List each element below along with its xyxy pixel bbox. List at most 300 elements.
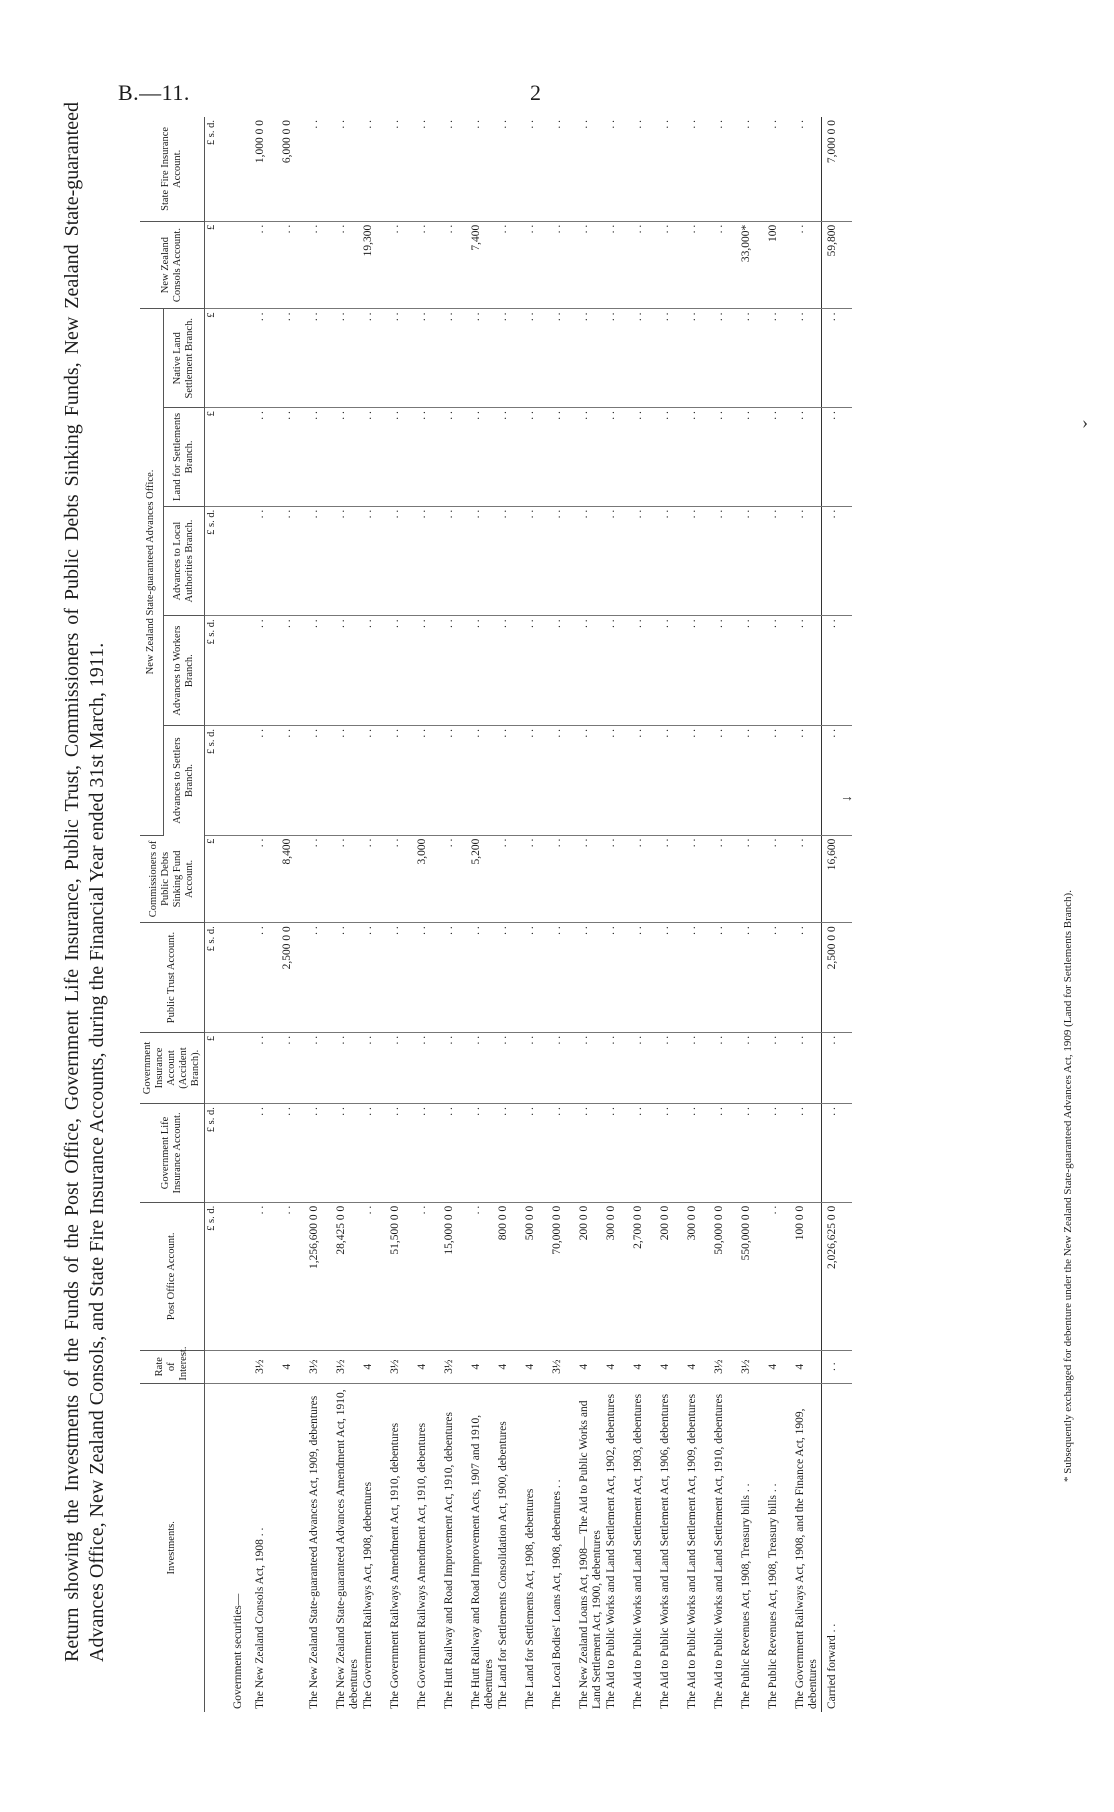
document-title: Return showing the Investments of the Funds of the Post Office, Government Life Insurance, Public Trust, Commissioners of Public Debts Sinking Funds, New Zealand State-guaranteed Advances Office, New Zealand Consols, and State Fire Insurance Accounts, during the Financial Year ended 31st March, 1911. <box>61 102 108 1662</box>
amount-cell: . . <box>308 408 335 507</box>
section-label: Government securities— <box>232 1593 244 1709</box>
amount-cell: . . <box>497 309 524 408</box>
amount-cell: . . <box>632 408 659 507</box>
amount-cell: . . <box>416 117 443 221</box>
table-row <box>578 117 605 1712</box>
unit-cell: £ s. d. <box>205 616 233 726</box>
col-gov-life: Government Life Insurance Account. <box>140 1104 205 1203</box>
amount-cell: . . <box>524 408 551 507</box>
amount-cell: . . <box>416 408 443 507</box>
amount-cell: . . <box>470 616 497 726</box>
amount-cell: . . <box>497 117 524 221</box>
rate-cell: 4 <box>416 1350 443 1383</box>
amount-cell: . . <box>281 1202 308 1350</box>
amount-cell: 7,400 <box>470 221 497 309</box>
investment-name: The Hutt Railway and Road Improvement Acts, 1907 and 1910, debentures <box>470 1414 495 1709</box>
amount-cell: . . <box>443 1032 470 1103</box>
amount-cell: 19,300 <box>362 221 389 309</box>
rate-cell: 3½ <box>713 1350 740 1383</box>
amount-cell: . . <box>794 117 822 221</box>
amount-cell: . . <box>470 923 497 1033</box>
unit-cell: £ <box>205 408 233 507</box>
amount-cell: 15,000 0 0 <box>443 1202 470 1350</box>
amount-cell: . . <box>767 923 794 1033</box>
amount-cell: . . <box>794 835 822 923</box>
unit-cell: £ <box>205 1032 233 1103</box>
amount-cell: . . <box>822 1104 853 1203</box>
amount-cell: 500 0 0 <box>524 1202 551 1350</box>
amount-cell: . . <box>551 221 578 309</box>
amount-cell: . . <box>686 1032 713 1103</box>
amount-cell: . . <box>335 923 362 1033</box>
col-advances-workers: Advances to Workers Branch. <box>163 616 204 726</box>
table-row <box>281 117 308 1712</box>
amount-cell: . . <box>632 221 659 309</box>
amount-cell: . . <box>308 835 335 923</box>
amount-cell: . . <box>470 309 497 408</box>
amount-cell: 8,400 <box>281 835 308 923</box>
amount-cell: . . <box>740 1032 767 1103</box>
amount-cell: . . <box>497 725 524 835</box>
amount-cell: . . <box>686 221 713 309</box>
amount-cell: . . <box>767 117 794 221</box>
amount-cell: . . <box>551 408 578 507</box>
amount-cell: . . <box>524 309 551 408</box>
rate-cell: 4 <box>794 1350 822 1383</box>
amount-cell: . . <box>686 616 713 726</box>
amount-cell: . . <box>254 506 281 616</box>
amount-cell: . . <box>524 725 551 835</box>
amount-cell: . . <box>659 408 686 507</box>
investment-name: The Land for Settlements Consolidation Act, 1900, debentures <box>497 1421 509 1709</box>
amount-cell: . . <box>416 506 443 616</box>
investment-name: The Government Railways Act, 1908, debentures <box>362 1481 374 1709</box>
amount-cell: . . <box>335 506 362 616</box>
amount-cell: . . <box>524 1104 551 1203</box>
table-row <box>362 117 389 1712</box>
amount-cell: . . <box>632 725 659 835</box>
rate-cell: 3½ <box>389 1350 416 1383</box>
unit-cell: £ s. d. <box>205 117 233 221</box>
amount-cell: . . <box>443 309 470 408</box>
amount-cell: 16,600 <box>822 835 853 923</box>
amount-cell: . . <box>605 923 632 1033</box>
amount-cell: . . <box>605 309 632 408</box>
rate-cell: 3½ <box>740 1350 767 1383</box>
amount-cell: . . <box>254 221 281 309</box>
amount-cell: . . <box>281 221 308 309</box>
col-gov-accident: Government Insurance Account (Accident Branch). <box>140 1032 205 1103</box>
amount-cell: . . <box>740 616 767 726</box>
amount-cell: . . <box>443 221 470 309</box>
amount-cell: . . <box>335 616 362 726</box>
amount-cell: . . <box>362 616 389 726</box>
amount-cell: . . <box>416 1202 443 1350</box>
amount-cell: . . <box>713 1104 740 1203</box>
amount-cell: . . <box>767 835 794 923</box>
amount-cell: . . <box>524 117 551 221</box>
amount-cell: . . <box>794 616 822 726</box>
investment-name: The Government Railways Amendment Act, 1910, debentures <box>389 1422 401 1709</box>
amount-cell: . . <box>254 1202 281 1350</box>
amount-cell: . . <box>822 309 853 408</box>
amount-cell: . . <box>443 408 470 507</box>
amount-cell: . . <box>416 309 443 408</box>
amount-cell: . . <box>713 1032 740 1103</box>
amount-cell: . . <box>686 506 713 616</box>
rate-cell: 4 <box>767 1350 794 1383</box>
amount-cell: . . <box>578 221 605 309</box>
investment-name: The Government Railways Amendment Act, 1910, debentures <box>416 1422 428 1709</box>
rate-cell: 4 <box>632 1350 659 1383</box>
amount-cell: . . <box>308 117 335 221</box>
amount-cell: . . <box>281 1104 308 1203</box>
investments-table <box>140 117 852 1712</box>
investment-name: Carried forward . . <box>822 1383 853 1712</box>
amount-cell: . . <box>524 221 551 309</box>
amount-cell: . . <box>524 1032 551 1103</box>
amount-cell: . . <box>362 1104 389 1203</box>
amount-cell: . . <box>470 408 497 507</box>
amount-cell: . . <box>767 506 794 616</box>
unit-cell: £ <box>205 221 233 309</box>
amount-cell: . . <box>740 117 767 221</box>
amount-cell: . . <box>308 506 335 616</box>
amount-cell: . . <box>308 616 335 726</box>
amount-cell: . . <box>605 1104 632 1203</box>
amount-cell: . . <box>524 616 551 726</box>
amount-cell: . . <box>335 117 362 221</box>
investment-name: The Aid to Public Works and Land Settlement Act, 1909, debentures <box>686 1393 698 1709</box>
amount-cell: . . <box>794 309 822 408</box>
rate-cell: 4 <box>281 1350 308 1383</box>
investment-name: The Hutt Railway and Road Improvement Act, 1910, debentures <box>443 1411 455 1709</box>
amount-cell: . . <box>551 923 578 1033</box>
amount-cell: 2,500 0 0 <box>822 923 853 1033</box>
amount-cell: . . <box>659 1104 686 1203</box>
amount-cell: . . <box>794 1104 822 1203</box>
amount-cell: . . <box>443 506 470 616</box>
amount-cell: . . <box>308 1104 335 1203</box>
unit-cell: £ s. d. <box>205 1104 233 1203</box>
amount-cell: . . <box>470 1032 497 1103</box>
amount-cell: . . <box>335 1032 362 1103</box>
amount-cell: . . <box>578 616 605 726</box>
amount-cell: . . <box>605 408 632 507</box>
footnote: * Subsequently exchanged for debenture under the New Zealand State-guaranteed Advances Act, 1909 (Land for Settlements Branch). <box>1062 890 1074 1482</box>
amount-cell: . . <box>443 1104 470 1203</box>
amount-cell: . . <box>578 923 605 1033</box>
col-state-fire: State Fire Insurance Account. <box>140 117 205 221</box>
table-row <box>605 117 632 1712</box>
amount-cell: . . <box>822 616 853 726</box>
amount-cell: . . <box>605 725 632 835</box>
col-post-office: Post Office Account. <box>140 1202 205 1350</box>
amount-cell: . . <box>362 309 389 408</box>
amount-cell: . . <box>470 506 497 616</box>
table-row <box>470 117 497 1712</box>
amount-cell: . . <box>686 835 713 923</box>
amount-cell: . . <box>794 221 822 309</box>
table-row <box>632 117 659 1712</box>
amount-cell: . . <box>551 309 578 408</box>
amount-cell: . . <box>713 221 740 309</box>
margin-mark: › <box>1082 412 1088 432</box>
rate-cell: 3½ <box>335 1350 362 1383</box>
amount-cell: . . <box>362 923 389 1033</box>
amount-cell: . . <box>254 835 281 923</box>
rate-cell: 4 <box>524 1350 551 1383</box>
amount-cell: . . <box>524 506 551 616</box>
amount-cell: . . <box>578 408 605 507</box>
investments-table-body <box>205 117 853 1712</box>
amount-cell: . . <box>254 1104 281 1203</box>
amount-cell: 300 0 0 <box>686 1202 713 1350</box>
amount-cell: . . <box>767 309 794 408</box>
amount-cell: . . <box>443 725 470 835</box>
amount-cell: . . <box>416 616 443 726</box>
amount-cell: . . <box>362 506 389 616</box>
amount-cell: . . <box>605 835 632 923</box>
amount-cell: . . <box>254 309 281 408</box>
amount-cell: . . <box>605 1032 632 1103</box>
amount-cell: . . <box>713 835 740 923</box>
amount-cell: . . <box>659 923 686 1033</box>
amount-cell: . . <box>659 117 686 221</box>
amount-cell: . . <box>335 221 362 309</box>
amount-cell: . . <box>686 1104 713 1203</box>
amount-cell: . . <box>389 309 416 408</box>
table-row <box>659 117 686 1712</box>
amount-cell: 33,000* <box>740 221 767 309</box>
amount-cell: . . <box>659 309 686 408</box>
amount-cell: . . <box>740 835 767 923</box>
amount-cell: . . <box>416 1032 443 1103</box>
amount-cell: . . <box>794 923 822 1033</box>
table-row <box>794 117 822 1712</box>
amount-cell: 550,000 0 0 <box>740 1202 767 1350</box>
amount-cell: . . <box>551 506 578 616</box>
rate-cell: 3½ <box>551 1350 578 1383</box>
amount-cell: . . <box>822 408 853 507</box>
amount-cell: . . <box>443 923 470 1033</box>
amount-cell: . . <box>362 408 389 507</box>
amount-cell: . . <box>686 309 713 408</box>
table-row <box>551 117 578 1712</box>
amount-cell: . . <box>308 221 335 309</box>
amount-cell: . . <box>686 408 713 507</box>
amount-cell: . . <box>281 725 308 835</box>
amount-cell: . . <box>578 1032 605 1103</box>
amount-cell: . . <box>632 835 659 923</box>
amount-cell: . . <box>470 117 497 221</box>
amount-cell: 5,200 <box>470 835 497 923</box>
amount-cell: . . <box>308 725 335 835</box>
amount-cell: . . <box>389 408 416 507</box>
amount-cell: . . <box>254 1032 281 1103</box>
amount-cell: . . <box>551 835 578 923</box>
amount-cell: . . <box>362 117 389 221</box>
investment-name: The Aid to Public Works and Land Settlement Act, 1903, debentures <box>632 1393 644 1709</box>
amount-cell: . . <box>524 835 551 923</box>
amount-cell: . . <box>822 506 853 616</box>
amount-cell: 2,500 0 0 <box>281 923 308 1033</box>
amount-cell: . . <box>416 725 443 835</box>
amount-cell: . . <box>281 506 308 616</box>
amount-cell: . . <box>497 1032 524 1103</box>
amount-cell: . . <box>740 506 767 616</box>
amount-cell: . . <box>632 1032 659 1103</box>
amount-cell: 2,700 0 0 <box>632 1202 659 1350</box>
rate-cell: 4 <box>686 1350 713 1383</box>
amount-cell: . . <box>659 725 686 835</box>
unit-cell: £ <box>205 309 233 408</box>
rate-cell: 3½ <box>308 1350 335 1383</box>
unit-cell: £ s. d. <box>205 506 233 616</box>
amount-cell: . . <box>497 616 524 726</box>
amount-cell: . . <box>470 725 497 835</box>
col-advances-settlers: Advances to Settlers Branch. <box>163 725 204 835</box>
rate-cell: 3½ <box>443 1350 470 1383</box>
amount-cell: 3,000 <box>416 835 443 923</box>
amount-cell: . . <box>497 923 524 1033</box>
investment-name: The Government Railways Act, 1908, and the Finance Act, 1909, debentures <box>794 1408 819 1709</box>
amount-cell: . . <box>605 506 632 616</box>
amount-cell: . . <box>308 309 335 408</box>
amount-cell: . . <box>551 1104 578 1203</box>
amount-cell: . . <box>389 221 416 309</box>
investment-name: The New Zealand State-guaranteed Advances Act, 1909, debentures <box>308 1395 320 1709</box>
units-row <box>205 117 233 1712</box>
amount-cell: 2,026,625 0 0 <box>822 1202 853 1350</box>
table-row <box>308 117 335 1712</box>
amount-cell: . . <box>281 616 308 726</box>
unit-cell: £ <box>205 835 233 923</box>
amount-cell: . . <box>497 408 524 507</box>
amount-cell: . . <box>281 1032 308 1103</box>
amount-cell: . . <box>578 117 605 221</box>
amount-cell: . . <box>740 309 767 408</box>
amount-cell: . . <box>794 725 822 835</box>
page-number: 2 <box>530 80 542 105</box>
page-code: B.—11. <box>118 80 190 105</box>
amount-cell: . . <box>497 835 524 923</box>
investment-name: The Aid to Public Works and Land Settlement Act, 1906, debentures <box>659 1393 671 1709</box>
amount-cell: . . <box>551 1032 578 1103</box>
amount-cell: . . <box>740 725 767 835</box>
amount-cell: . . <box>659 835 686 923</box>
investment-name: The Local Bodies' Loans Act, 1908, debentures . . <box>551 1479 563 1709</box>
amount-cell: . . <box>254 408 281 507</box>
amount-cell: . . <box>389 506 416 616</box>
rate-cell: 4 <box>659 1350 686 1383</box>
investment-name: The New Zealand Consols Act, 1908 . . <box>254 1527 266 1709</box>
amount-cell: . . <box>335 835 362 923</box>
amount-cell: . . <box>632 506 659 616</box>
rate-cell: 4 <box>470 1350 497 1383</box>
amount-cell: . . <box>254 923 281 1033</box>
amount-cell: . . <box>497 221 524 309</box>
amount-cell: 50,000 0 0 <box>713 1202 740 1350</box>
amount-cell: . . <box>767 1104 794 1203</box>
amount-cell: . . <box>605 221 632 309</box>
amount-cell: . . <box>551 117 578 221</box>
amount-cell: . . <box>578 506 605 616</box>
amount-cell: . . <box>443 616 470 726</box>
amount-cell: . . <box>362 835 389 923</box>
unit-cell <box>205 1383 233 1712</box>
amount-cell: 6,000 0 0 <box>281 117 308 221</box>
amount-cell: 200 0 0 <box>659 1202 686 1350</box>
section-row <box>232 117 254 1712</box>
table-row <box>416 117 443 1712</box>
amount-cell: 200 0 0 <box>578 1202 605 1350</box>
table-row <box>740 117 767 1712</box>
amount-cell: . . <box>308 923 335 1033</box>
amount-cell: 1,256,600 0 0 <box>308 1202 335 1350</box>
amount-cell: 51,500 0 0 <box>389 1202 416 1350</box>
table-row <box>497 117 524 1712</box>
amount-cell: . . <box>389 1032 416 1103</box>
investment-name <box>281 1383 308 1712</box>
amount-cell: . . <box>794 1032 822 1103</box>
amount-cell: . . <box>335 1104 362 1203</box>
amount-cell: . . <box>713 117 740 221</box>
amount-cell: . . <box>497 1104 524 1203</box>
amount-cell: . . <box>254 725 281 835</box>
amount-cell: . . <box>578 309 605 408</box>
amount-cell: . . <box>659 221 686 309</box>
total-row <box>822 117 853 1712</box>
investment-name: The Public Revenues Act, 1908, Treasury bills . . <box>767 1483 779 1709</box>
amount-cell: . . <box>389 616 416 726</box>
amount-cell: 100 <box>767 221 794 309</box>
amount-cell: . . <box>632 1104 659 1203</box>
amount-cell: . . <box>713 309 740 408</box>
amount-cell: 100 0 0 <box>794 1202 822 1350</box>
col-sinking-fund: Commissioners of Public Debts Sinking Fund Account. <box>140 835 205 923</box>
amount-cell: . . <box>767 1032 794 1103</box>
amount-cell: . . <box>632 616 659 726</box>
amount-cell: . . <box>686 117 713 221</box>
investment-name: The New Zealand State-guaranteed Advances Amendment Act, 1910, debentures <box>335 1389 360 1709</box>
table-row <box>443 117 470 1712</box>
amount-cell: . . <box>767 725 794 835</box>
amount-cell: . . <box>443 835 470 923</box>
col-public-trust: Public Trust Account. <box>140 923 205 1033</box>
amount-cell: . . <box>659 1032 686 1103</box>
col-advances-local: Advances to Local Authorities Branch. <box>163 506 204 616</box>
amount-cell: . . <box>713 506 740 616</box>
amount-cell: . . <box>335 725 362 835</box>
unit-cell: £ s. d. <box>205 1202 233 1350</box>
amount-cell: . . <box>822 725 853 835</box>
margin-mark: → <box>840 790 854 805</box>
amount-cell: 800 0 0 <box>497 1202 524 1350</box>
table-row <box>524 117 551 1712</box>
amount-cell: . . <box>335 309 362 408</box>
rate-cell: 3½ <box>254 1350 281 1383</box>
amount-cell: . . <box>713 408 740 507</box>
amount-cell: . . <box>686 923 713 1033</box>
amount-cell: . . <box>308 1032 335 1103</box>
rate-cell: 4 <box>497 1350 524 1383</box>
amount-cell: . . <box>470 1104 497 1203</box>
amount-cell: . . <box>443 117 470 221</box>
amount-cell: . . <box>389 1104 416 1203</box>
amount-cell: . . <box>740 923 767 1033</box>
amount-cell: . . <box>767 408 794 507</box>
